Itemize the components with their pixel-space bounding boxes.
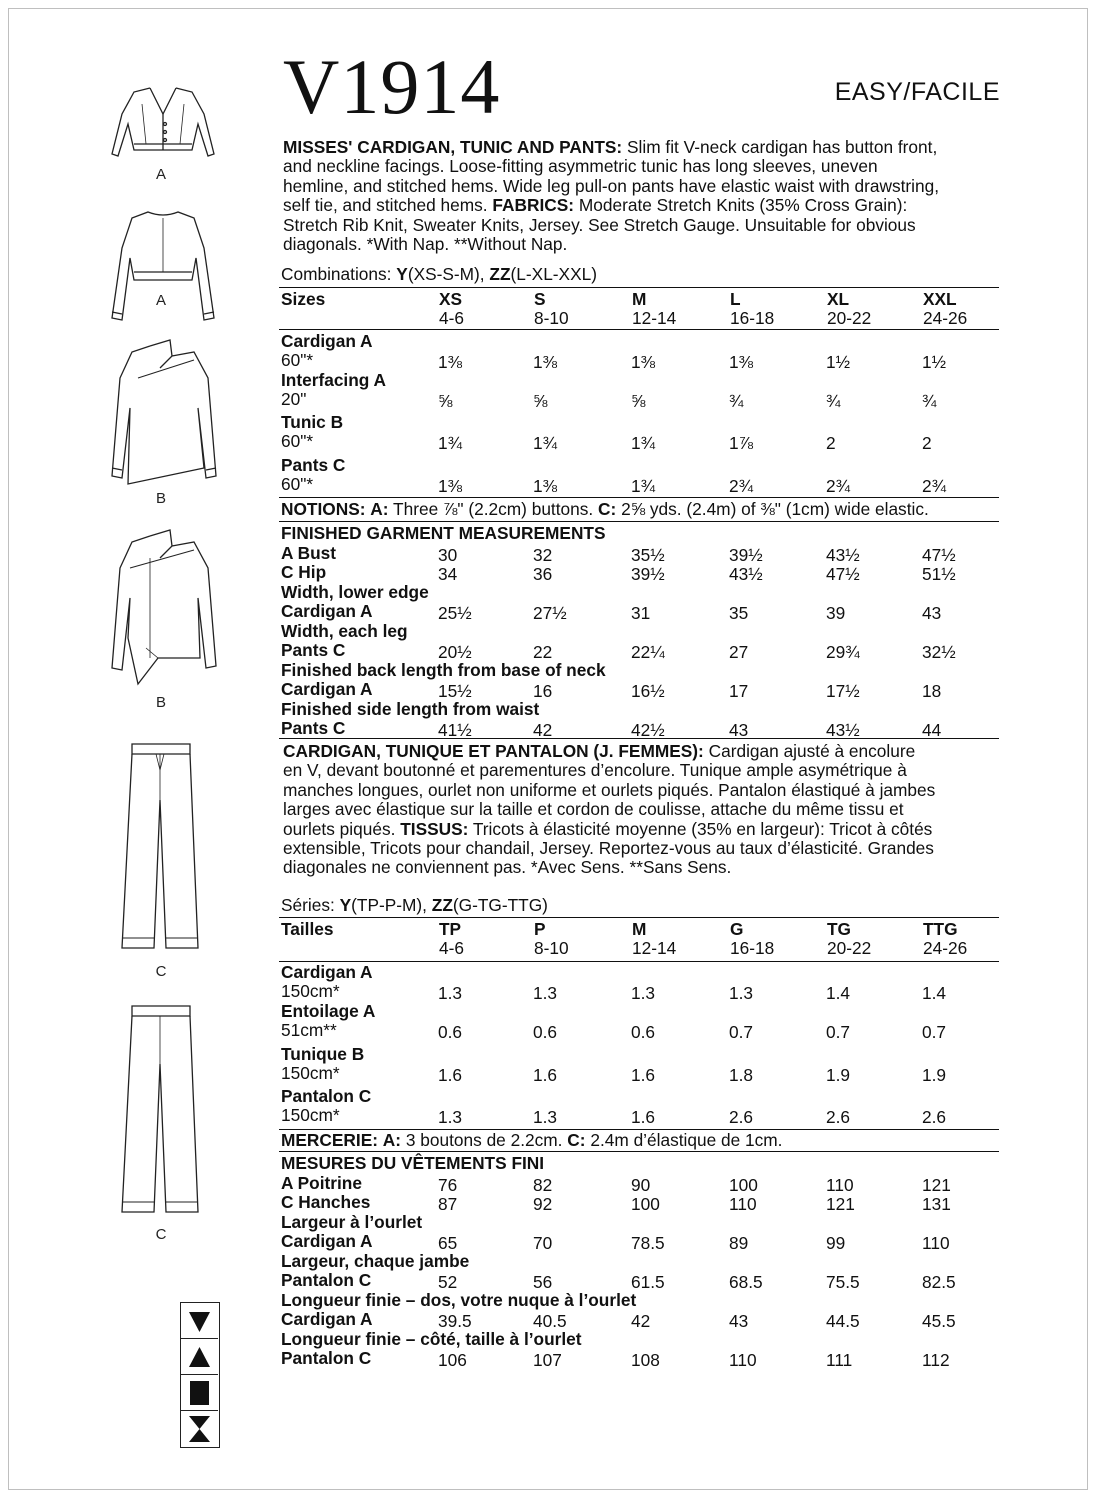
- yardage-value: 1½: [922, 352, 947, 372]
- size-name: XXL: [923, 289, 957, 309]
- measurement-value: 45.5: [922, 1311, 956, 1331]
- size-name: TG: [827, 919, 851, 939]
- measurement-value: 20½: [438, 642, 472, 662]
- measurement-row-label: A Bust: [281, 542, 337, 563]
- yardage-value: 2: [922, 433, 932, 453]
- fabric-width: 150cm*: [281, 981, 340, 1001]
- yardage-value: 1¾: [438, 433, 463, 453]
- combo-zz-sizes: (L-XL-XXL): [510, 264, 597, 284]
- size-range: 24-26: [923, 938, 968, 958]
- yardage-value: 1⅜: [438, 476, 463, 496]
- description-line: manches longues, ourlet non uniforme et ourlets piqués. Pantalon élastiqué à jambes: [283, 779, 936, 800]
- measurement-value: 44: [922, 720, 942, 740]
- size-range: 8-10: [534, 308, 569, 328]
- measurement-row-label: Cardigan A: [281, 679, 373, 699]
- yardage-value: 2: [826, 433, 836, 453]
- measurement-value: 29¾: [826, 642, 860, 662]
- view-label: C: [155, 963, 167, 980]
- description-line: and neckline facings. Loose-fitting asymmetric tunic has long sleeves, uneven: [283, 156, 878, 177]
- measurement-value: 110: [922, 1233, 950, 1253]
- measurement-value: 47½: [826, 564, 860, 584]
- yardage-value: 2¾: [729, 476, 754, 496]
- size-name: TTG: [923, 919, 958, 939]
- description-line: Slim fit V-neck cardigan has button front,: [627, 137, 938, 157]
- measurement-value: 51½: [922, 564, 956, 584]
- measurement-value: 52: [438, 1272, 458, 1292]
- measurement-value: 78.5: [631, 1233, 665, 1253]
- size-name: XS: [439, 289, 463, 309]
- measurement-value: 82: [533, 1174, 553, 1195]
- yardage-value: 1.6: [631, 1107, 656, 1127]
- description-line: Tricots à élasticité moyenne (35% en largeur): Tricot à côtés: [472, 818, 933, 839]
- yardage-value: 2¾: [922, 476, 947, 496]
- yardage-value: 1¾: [533, 433, 558, 453]
- table-rule: [279, 961, 999, 962]
- yardage-row-label: Cardigan A: [281, 331, 373, 351]
- measurement-row-label: C Hip: [281, 562, 327, 582]
- size-range: 4-6: [439, 308, 464, 328]
- yardage-value: 2.6: [729, 1107, 754, 1127]
- view-label: A: [155, 166, 166, 183]
- combinations-prefix: Séries:: [281, 895, 335, 915]
- measurement-value: 108: [631, 1350, 660, 1370]
- yardage-value: 1⅜: [729, 352, 754, 372]
- view-label: B: [155, 694, 166, 711]
- measurement-value: 68.5: [729, 1272, 763, 1292]
- measurement-value: 27: [729, 642, 749, 662]
- measurement-value: 17½: [826, 681, 860, 701]
- measurement-row-label: Width, lower edge: [281, 581, 429, 602]
- size-range: 12-14: [632, 938, 677, 958]
- yardage-value: 0.6: [438, 1022, 463, 1042]
- hourglass-icon: [181, 1411, 218, 1447]
- measurement-value: 39½: [729, 544, 763, 565]
- measurement-value: 89: [729, 1233, 749, 1253]
- table-rule: [279, 287, 999, 288]
- measurement-value: 42½: [631, 720, 665, 740]
- measurement-value: 110: [729, 1194, 757, 1214]
- description-line: diagonales ne conviennent pas. *Avec Sens. **Sans Sens.: [283, 857, 732, 878]
- measurement-row-label: Pants C: [281, 640, 346, 660]
- size-range: 20-22: [827, 308, 872, 328]
- yardage-value: 0.7: [729, 1022, 754, 1042]
- table-rule: [279, 738, 999, 739]
- fabric-width: 60"*: [281, 474, 314, 494]
- table-rule: [279, 521, 999, 522]
- size-name: P: [534, 919, 546, 939]
- yardage-value: 1⅞: [729, 433, 754, 453]
- description-line: self tie, and stitched hems.: [283, 195, 488, 216]
- yardage-value: 1½: [826, 352, 851, 372]
- yardage-value: 1⅜: [533, 476, 558, 496]
- measurement-value: 121: [826, 1194, 855, 1214]
- yardage-row-label: Pants C: [281, 455, 346, 475]
- measurement-value: 110: [826, 1174, 854, 1195]
- combo-y: Y: [339, 895, 352, 915]
- yardage-value: 1⅜: [631, 352, 656, 372]
- sizes-label: Sizes: [281, 289, 326, 309]
- yardage-value: 1.3: [533, 983, 558, 1003]
- notions-a-label: A:: [382, 1130, 402, 1150]
- measurement-value: 42: [631, 1311, 651, 1331]
- french-description: [283, 742, 1008, 878]
- measurement-row-label: A Poitrine: [281, 1172, 362, 1193]
- measurement-value: 111: [826, 1350, 853, 1370]
- size-range: 12-14: [632, 308, 677, 328]
- measurement-row-label: Width, each leg: [281, 620, 408, 641]
- size-name: M: [632, 919, 647, 939]
- fabrics-title: FABRICS:: [492, 195, 575, 216]
- table-rule: [279, 1151, 999, 1152]
- size-range: 24-26: [923, 308, 968, 328]
- yardage-value: 1.3: [533, 1107, 558, 1127]
- notions-c-label: C:: [567, 1130, 586, 1150]
- measurement-value: 41½: [438, 720, 472, 740]
- measurement-value: 76: [438, 1174, 458, 1195]
- measurement-value: 99: [826, 1233, 846, 1253]
- yardage-value: ⅝: [533, 391, 548, 411]
- measurement-row-label: Pantalon C: [281, 1348, 372, 1368]
- table-rule: [279, 917, 999, 918]
- finished-measurements-title: MESURES DU VÊTEMENTS FINI: [281, 1153, 545, 1173]
- measurement-value: 82.5: [922, 1272, 956, 1292]
- notions-a: Three ⅞" (2.2cm) buttons.: [393, 499, 594, 519]
- yardage-value: ¾: [729, 391, 744, 411]
- measurement-value: 43: [729, 720, 749, 740]
- yardage-value: 1.3: [631, 983, 656, 1003]
- yardage-value: 1.8: [729, 1065, 754, 1085]
- yardage-value: ¾: [826, 391, 841, 411]
- difficulty-label: EASY/FACILE: [834, 78, 1000, 106]
- combo-zz: ZZ: [431, 895, 453, 915]
- notions-c-label: C:: [598, 499, 617, 519]
- measurement-value: 100: [729, 1174, 758, 1195]
- measurement-value: 27½: [533, 603, 567, 623]
- yardage-row-label: Cardigan A: [281, 962, 373, 982]
- measurement-value: 70: [533, 1233, 553, 1253]
- notions-line: [281, 499, 929, 520]
- finished-measurements-title: FINISHED GARMENT MEASUREMENTS: [281, 523, 606, 543]
- yardage-row-label: Entoilage A: [281, 1001, 376, 1021]
- size-name: L: [730, 289, 741, 309]
- yardage-value: 1⅜: [438, 352, 463, 372]
- yardage-value: 1.9: [826, 1065, 851, 1085]
- size-range: 16-18: [730, 308, 775, 328]
- measurement-value: 32½: [922, 642, 956, 662]
- measurement-value: 34: [438, 564, 458, 584]
- measurement-value: 32: [533, 544, 553, 565]
- description-line: extensible, Tricots pour chandail, Jersey. Reportez-vous au taux d’élasticité. Grandes: [283, 838, 934, 859]
- yardage-row-label: Tunic B: [281, 412, 344, 432]
- combo-zz-sizes: (G-TG-TTG): [452, 895, 548, 915]
- measurement-value: 43½: [826, 720, 860, 740]
- fabric-width: 60"*: [281, 431, 314, 451]
- measurement-row-label: Finished side length from waist: [281, 698, 540, 719]
- measurement-value: 22: [533, 642, 553, 662]
- tunic-front-sketch: [98, 338, 228, 488]
- yardage-value: 1.6: [438, 1065, 463, 1085]
- combinations-line: [281, 264, 597, 285]
- combo-zz: ZZ: [489, 264, 511, 284]
- description-line: Cardigan ajusté à encolure: [708, 741, 916, 761]
- pattern-number: V1914: [283, 43, 501, 130]
- yardage-value: 1⅜: [533, 352, 558, 372]
- symbol-cell: [181, 1303, 218, 1339]
- combo-y: Y: [396, 264, 408, 284]
- measurement-value: 16: [533, 681, 553, 701]
- measurement-value: 25½: [438, 603, 472, 623]
- measurement-value: 35½: [631, 544, 665, 565]
- fabric-width: 20": [281, 389, 307, 409]
- measurement-row-label: Cardigan A: [281, 601, 373, 621]
- yardage-value: ⅝: [631, 391, 646, 411]
- size-range: 16-18: [730, 938, 775, 958]
- tunic-back-sketch: [98, 528, 228, 688]
- measurement-value: 15½: [438, 681, 472, 701]
- table-rule: [279, 497, 999, 498]
- yardage-value: 2.6: [922, 1107, 947, 1127]
- notions-c: 2⅝ yds. (2.4m) of ⅜" (1cm) wide elastic.: [621, 499, 929, 519]
- description-line: en V, devant boutonné et parementures d’encolure. Tunique ample asymétrique à: [283, 760, 907, 781]
- combinations-prefix: Combinations:: [281, 264, 392, 284]
- measurement-value: 43½: [826, 544, 860, 565]
- measurement-row-label: Largeur à l’ourlet: [281, 1211, 423, 1232]
- yardage-value: 0.6: [631, 1022, 656, 1042]
- yardage-value: 1¾: [631, 476, 656, 496]
- pattern-symbols-legend: [180, 1302, 220, 1448]
- measurement-value: 43: [922, 603, 942, 623]
- size-range: 8-10: [534, 938, 569, 958]
- pants-back-sketch: [110, 1002, 210, 1218]
- english-description: [283, 138, 1008, 254]
- measurement-value: 17: [729, 681, 749, 701]
- description-line: Stretch Rib Knit, Sweater Knits, Jersey. See Stretch Gauge. Unsuitable for obvious: [283, 214, 916, 235]
- yardage-value: 2.6: [826, 1107, 851, 1127]
- notions-a: 3 boutons de 2.2cm.: [405, 1130, 563, 1150]
- measurement-value: 44.5: [826, 1311, 860, 1331]
- yardage-row-label: Pantalon C: [281, 1086, 372, 1106]
- measurement-row-label: Pantalon C: [281, 1270, 372, 1290]
- measurement-row-label: Longueur finie – côté, taille à l’ourlet: [281, 1328, 582, 1349]
- size-name: S: [534, 289, 546, 309]
- yardage-value: 1¾: [631, 433, 656, 453]
- measurement-value: 106: [438, 1350, 467, 1370]
- fabric-width: 60"*: [281, 350, 314, 370]
- measurement-row-label: Cardigan A: [281, 1309, 373, 1329]
- measurement-value: 39½: [631, 564, 665, 584]
- fabric-width: 51cm**: [281, 1020, 337, 1040]
- size-range: 20-22: [827, 938, 872, 958]
- yardage-row-label: Tunique B: [281, 1044, 365, 1064]
- description-line: hemline, and stitched hems. Wide leg pull-on pants have elastic waist with drawstring,: [283, 175, 940, 196]
- fabric-width: 150cm*: [281, 1063, 340, 1083]
- measurement-value: 61.5: [631, 1272, 665, 1292]
- measurement-row-label: C Hanches: [281, 1192, 371, 1212]
- description-line: diagonals. *With Nap. **Without Nap.: [283, 234, 568, 255]
- measurement-value: 75.5: [826, 1272, 860, 1292]
- measurement-value: 39: [826, 603, 846, 623]
- measurement-value: 42: [533, 720, 553, 740]
- size-name: M: [632, 289, 647, 309]
- measurement-value: 35: [729, 603, 749, 623]
- sizes-label: Tailles: [281, 919, 334, 939]
- measurement-value: 39.5: [438, 1311, 472, 1331]
- yardage-value: 1.6: [533, 1065, 558, 1085]
- yardage-value: 2¾: [826, 476, 851, 496]
- yardage-value: 1.3: [438, 1107, 463, 1127]
- yardage-row-label: Interfacing A: [281, 370, 386, 390]
- notions-a-label: A:: [370, 499, 389, 519]
- size-name: TP: [439, 919, 462, 939]
- yardage-value: 1.4: [826, 983, 851, 1003]
- measurement-row-label: Finished back length from base of neck: [281, 659, 606, 680]
- combinations-line: [281, 895, 548, 916]
- square-icon: [181, 1375, 218, 1411]
- description-title: MISSES' CARDIGAN, TUNIC AND PANTS:: [283, 137, 623, 157]
- yardage-value: ⅝: [438, 391, 453, 411]
- measurement-value: 65: [438, 1233, 458, 1253]
- yardage-value: 1.3: [729, 983, 754, 1003]
- cardigan-front-sketch: [98, 84, 228, 164]
- yardage-value: 0.7: [826, 1022, 851, 1042]
- description-line: ourlets piqués.: [283, 818, 396, 839]
- notions-title: MERCERIE:: [281, 1130, 378, 1150]
- yardage-value: 1.6: [631, 1065, 656, 1085]
- measurement-value: 18: [922, 681, 942, 701]
- measurement-row-label: Longueur finie – dos, votre nuque à l’ourlet: [281, 1289, 637, 1310]
- measurement-value: 107: [533, 1350, 562, 1370]
- view-label: B: [155, 490, 166, 507]
- measurement-value: 110: [729, 1350, 757, 1370]
- measurement-value: 56: [533, 1272, 553, 1292]
- measurement-row-label: Largeur, chaque jambe: [281, 1250, 470, 1271]
- fabric-width: 150cm*: [281, 1105, 340, 1125]
- measurement-value: 131: [922, 1194, 951, 1214]
- notions-c: 2.4m d’élastique de 1cm.: [590, 1130, 783, 1150]
- symbol-cell: [181, 1375, 218, 1411]
- table-rule: [279, 329, 999, 330]
- measurement-value: 36: [533, 564, 553, 584]
- measurement-value: 87: [438, 1194, 458, 1214]
- measurement-value: 47½: [922, 544, 956, 565]
- measurement-value: 40.5: [533, 1311, 567, 1331]
- measurement-value: 100: [631, 1194, 660, 1214]
- view-label: C: [155, 1226, 167, 1243]
- measurement-value: 22¼: [631, 642, 665, 662]
- measurement-value: 90: [631, 1174, 651, 1195]
- measurement-row-label: Cardigan A: [281, 1231, 373, 1251]
- description-title: CARDIGAN, TUNIQUE ET PANTALON (J. FEMMES):: [283, 741, 704, 761]
- size-range: 4-6: [439, 938, 464, 958]
- pants-front-sketch: [110, 740, 210, 954]
- symbol-cell: [181, 1411, 218, 1447]
- measurement-row-label: Pants C: [281, 718, 346, 738]
- triangle-down-icon: [181, 1303, 218, 1339]
- yardage-value: 1.4: [922, 983, 947, 1003]
- yardage-value: 1.9: [922, 1065, 947, 1085]
- measurement-value: 43½: [729, 564, 763, 584]
- combo-y-sizes: (TP-P-M),: [351, 895, 427, 915]
- description-line: larges avec élastique sur la taille et cordon de coulisse, attache du même tissu et: [283, 799, 904, 820]
- measurement-value: 43: [729, 1311, 749, 1331]
- combo-y-sizes: (XS-S-M),: [407, 264, 485, 284]
- size-name: XL: [827, 289, 850, 309]
- symbol-cell: [181, 1339, 218, 1375]
- measurement-value: 30: [438, 544, 458, 565]
- description-line: Moderate Stretch Knits (35% Cross Grain):: [578, 195, 908, 216]
- yardage-value: ¾: [922, 391, 937, 411]
- measurement-value: 112: [922, 1350, 950, 1370]
- notions-line: [281, 1130, 782, 1151]
- measurement-value: 31: [631, 603, 651, 623]
- yardage-value: 0.7: [922, 1022, 947, 1042]
- notions-title: NOTIONS:: [281, 499, 366, 519]
- triangle-up-icon: [181, 1339, 218, 1375]
- measurement-value: 121: [922, 1174, 951, 1195]
- yardage-value: 0.6: [533, 1022, 558, 1042]
- measurement-value: 92: [533, 1194, 553, 1214]
- yardage-value: 1.3: [438, 983, 463, 1003]
- view-label: A: [155, 292, 166, 309]
- size-name: G: [730, 919, 744, 939]
- fabrics-title: TISSUS:: [400, 818, 469, 839]
- measurement-value: 16½: [631, 681, 665, 701]
